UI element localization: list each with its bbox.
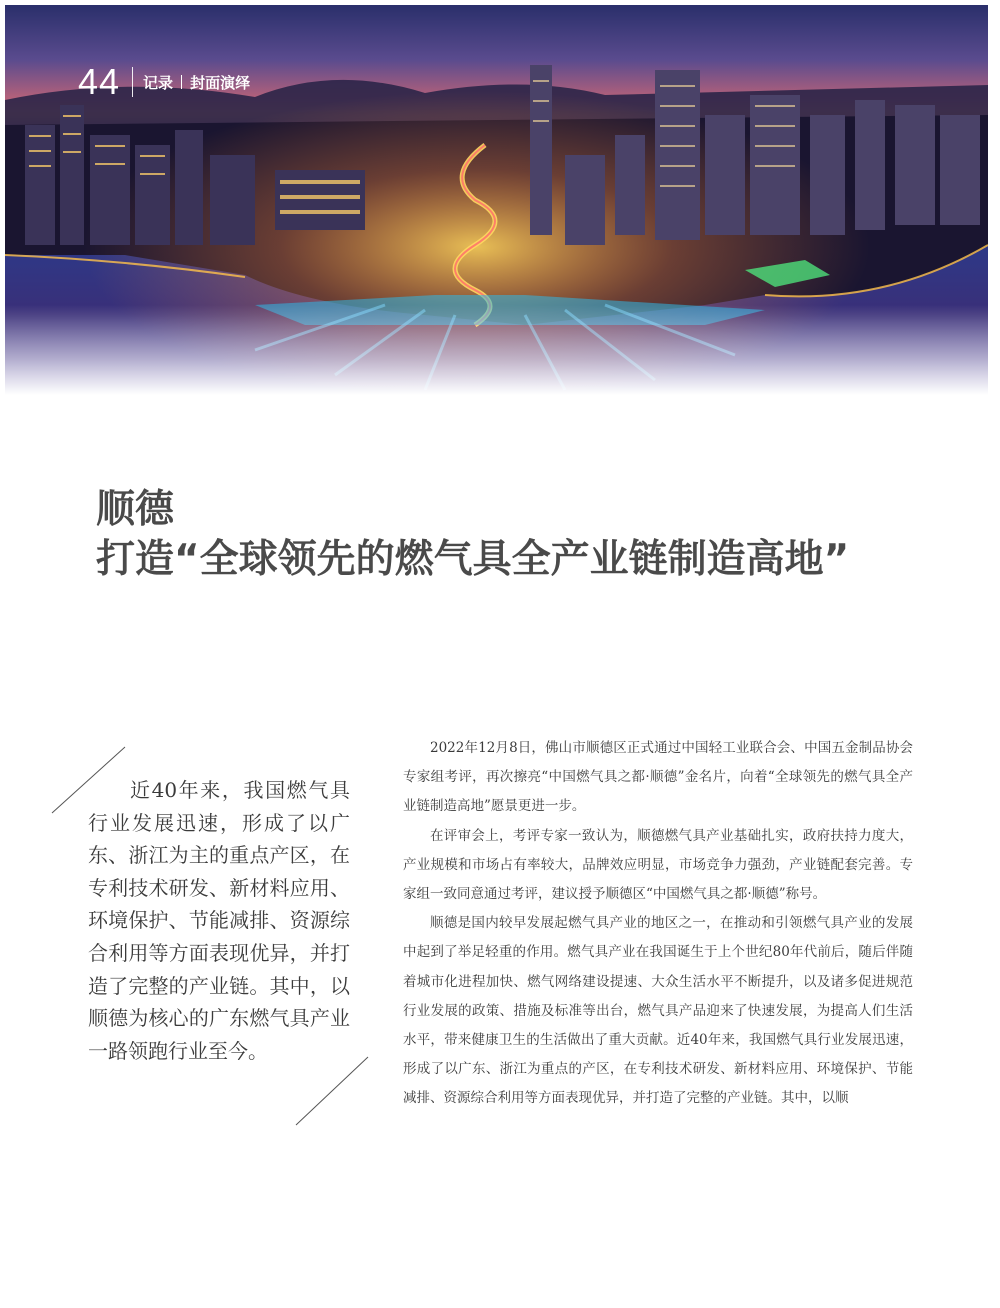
page-header [78, 61, 251, 102]
section-label: 记录 [143, 73, 174, 92]
pull-quote: 近40年来，我国燃气具行业发展迅速，形成了以广东、浙江为主的重点产区，在专利技术研发、新材料应用、环境保护、节能减排、资源综合利用等方面表现优异，并打造了完整的产业链。其中，以顺德为核心的广东燃气具产业一路领跑行业至今。 [88, 778, 350, 1063]
body-paragraph-1: 2022年12月8日，佛山市顺德区正式通过中国轻工业联合会、中国五金制品协会专家组考评，再次擦亮“中国燃气具之都·顺德”金名片，向着“全球领先的燃气具全产业链制造高地”愿景更进一步。 [403, 740, 913, 815]
header-divider [132, 67, 133, 97]
body-paragraph-3: 顺德是国内较早发展起燃气具产业的地区之一，在推动和引领燃气具产业的发展中起到了举足轻重的作用。燃气具产业在我国诞生于上个世纪80年代前后，随后伴随着城市化进程加快、燃气网络建设提速、大众生活水平不断提升，以及诸多促进规范行业发展的政策、措施及标准等出台，燃气具产品迎来了快速发展，为提高人们生活水平，带来健康卫生的生活做出了重大贡献。近40年来，我国燃气具行业发展迅速，形成了以广东、浙江为重点的产区，在专利技术研发、新材料应用、环境保护、节能减排、资源综合利用等方面表现优异，并打造了完整的产业链。其中，以顺 [403, 915, 913, 1107]
body-paragraph-2: 在评审会上，考评专家一致认为，顺德燃气具产业基础扎实，政府扶持力度大，产业规模和市场占有率较大，品牌效应明显，市场竞争力强劲，产业链配套完善。专家组一致同意通过考评，建议授予顺德区“中国燃气具之都·顺德”称号。 [403, 827, 913, 903]
title-line-1: 顺德 [96, 487, 175, 532]
subsection-label: 封面演绎 [190, 73, 251, 92]
page-number: 44 [78, 61, 121, 102]
article-title [96, 485, 849, 585]
article-body [403, 734, 913, 1114]
hero-fade-overlay [5, 305, 988, 395]
header-separator [181, 75, 182, 89]
title-line-2: 打造“全球领先的燃气具全产业链制造高地” [96, 537, 850, 582]
